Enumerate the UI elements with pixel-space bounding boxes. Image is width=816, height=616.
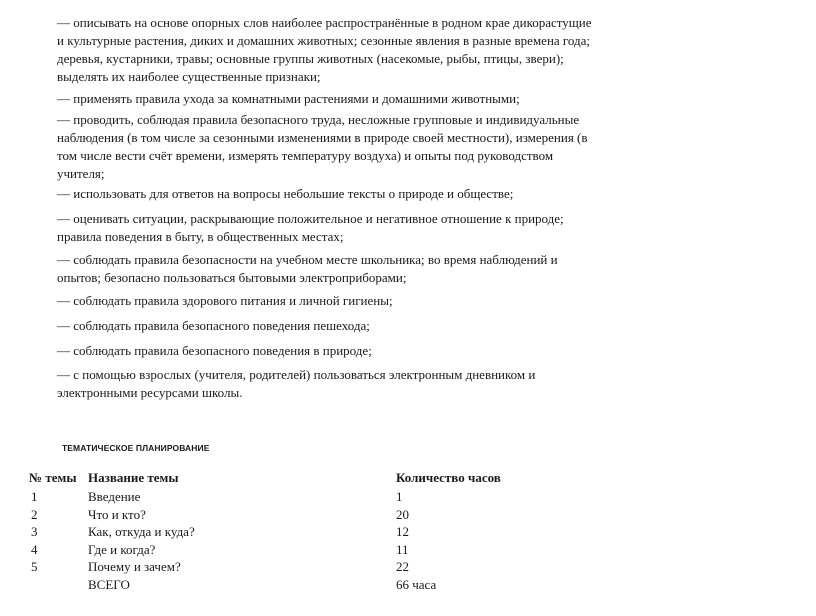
outcome-item-4: — использовать для ответов на вопросы небольшие тексты о природе и обществе;: [57, 186, 514, 201]
row-topic-number: 2: [31, 507, 38, 522]
row-topic-name: Почему и зачем?: [88, 559, 181, 574]
row-topic-number: 3: [31, 524, 38, 539]
header-topic-name: Название темы: [88, 470, 179, 485]
row-topic-name: Введение: [88, 489, 141, 504]
outcome-item-9: — соблюдать правила безопасного поведения в природе;: [57, 343, 372, 358]
outcome-item-8: — соблюдать правила безопасного поведения пешехода;: [57, 318, 370, 333]
row-topic-name: Где и когда?: [88, 542, 156, 557]
outcome-item-7: — соблюдать правила здорового питания и личной гигиены;: [57, 293, 393, 308]
row-hours: 11: [396, 542, 409, 557]
header-topic-number: № темы: [29, 470, 77, 485]
row-hours: 12: [396, 524, 409, 539]
outcome-item-10: — с помощью взрослых (учителя, родителей) пользоваться электронным дневником и электронными ресурсами школы.: [57, 367, 536, 400]
outcome-item-6: — соблюдать правила безопасности на учебном месте школьника; во время наблюдений и опытов; безопасно пользоваться бытовыми электроприборами;: [57, 252, 558, 285]
outcome-item-3: — проводить, соблюдая правила безопасного труда, несложные групповые и индивидуальные наблюдения (в том числе за сезонными изменениями в природе своей местности), измерения (в том числе вести счёт времени, измерять температуру воздуха) и опыты под руководством учителя;: [57, 112, 588, 181]
row-hours: 20: [396, 507, 409, 522]
row-hours: 22: [396, 559, 409, 574]
outcome-item-2: — применять правила ухода за комнатными растениями и домашними животными;: [57, 91, 520, 106]
total-label: ВСЕГО: [88, 577, 130, 592]
row-topic-number: 4: [31, 542, 38, 557]
total-hours: 66 часа: [396, 577, 437, 592]
row-topic-name: Как, откуда и куда?: [88, 524, 195, 539]
header-hours: Количество часов: [396, 470, 501, 485]
row-topic-number: 1: [31, 489, 38, 504]
outcome-item-5: — оценивать ситуации, раскрывающие положительное и негативное отношение к природе; правила поведения в быту, в общественных местах;: [57, 211, 564, 244]
row-topic-number: 5: [31, 559, 38, 574]
row-topic-name: Что и кто?: [88, 507, 146, 522]
outcome-item-1: — описывать на основе опорных слов наиболее распространённые в родном крае дикорастущие и культурные растения, диких и домашних животных; сезонные явления в разные времена года; деревья, кустарники, травы; основные группы животных (насекомые, рыбы, птицы, звери); выделять их наиболее существенные признаки;: [57, 15, 592, 84]
row-hours: 1: [396, 489, 403, 504]
planning-heading: ТЕМАТИЧЕСКОЕ ПЛАНИРОВАНИЕ: [62, 443, 210, 453]
